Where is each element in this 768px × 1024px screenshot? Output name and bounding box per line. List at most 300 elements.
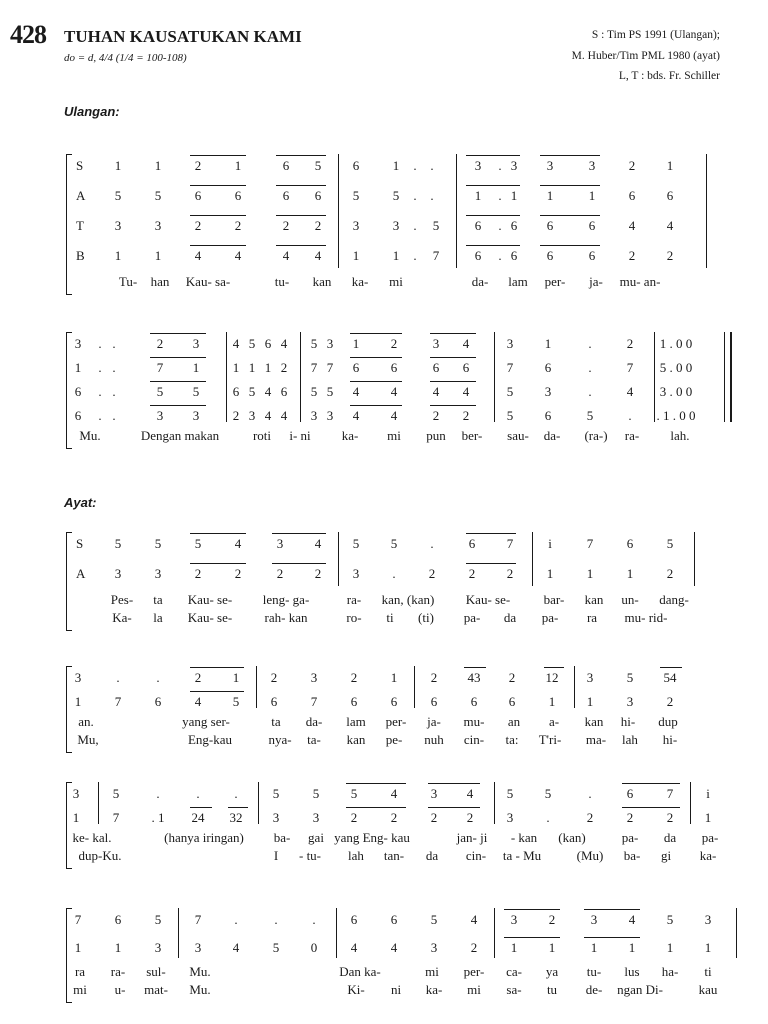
system-bracket-bottom [66, 868, 72, 869]
lyric-syllable: Mu, [77, 732, 99, 747]
lyric-syllable: ngan Di- [617, 982, 663, 997]
note-value: 2 [468, 566, 476, 581]
note-value: 1 [248, 360, 256, 375]
note-value: 5 [312, 786, 320, 801]
note-value: . [234, 786, 238, 801]
note-value: 4 [194, 248, 202, 263]
note-value: 6 [390, 912, 398, 927]
lyric-syllable: (kan) [558, 830, 586, 845]
note-value: 6 [626, 786, 634, 801]
note-value: 3 [74, 670, 82, 685]
note-value: 1 [510, 940, 518, 955]
note-value: 1 [74, 360, 82, 375]
lyric-syllable: jan- ji [456, 830, 488, 845]
note-value: 1 [548, 694, 556, 709]
note-value: . [98, 336, 102, 351]
voice-part-label: S [76, 536, 84, 551]
note-value: 5 [194, 536, 202, 551]
lyric-syllable: da [425, 848, 439, 863]
beam-line [276, 155, 326, 156]
lyric-syllable: da- [543, 428, 561, 443]
voice-part-label: S [76, 158, 84, 173]
system-bracket [66, 332, 67, 448]
note-value: . [430, 158, 434, 173]
note-value: 3 [430, 940, 438, 955]
beam-line [276, 185, 326, 186]
note-value: 3 [586, 670, 594, 685]
note-value: . [588, 384, 592, 399]
note-value: 5 [586, 408, 594, 423]
lyric-syllable: per- [463, 964, 485, 979]
lyric-syllable: tu- [274, 274, 290, 289]
beam-line [622, 783, 680, 784]
beam-line [190, 691, 244, 692]
lyric-syllable: Kau- se- [187, 610, 233, 625]
lyric-syllable: cin- [465, 848, 487, 863]
beam-line [350, 381, 402, 382]
credit-lyrics: L, T : bds. Fr. Schiller [618, 70, 720, 82]
lyric-syllable: da- [305, 714, 323, 729]
lyric-syllable: ba- [623, 848, 641, 863]
lyric-syllable: ka- [699, 848, 717, 863]
note-value: i [548, 536, 552, 551]
note-value: 3 [506, 810, 514, 825]
note-value: 1 [192, 360, 200, 375]
bar-line [98, 782, 99, 824]
lyric-syllable: Dengan makan [140, 428, 220, 443]
note-value: 1 [232, 360, 240, 375]
note-value: 3 [156, 408, 164, 423]
lyric-syllable: Pes- [110, 592, 134, 607]
note-value: 1 [546, 188, 554, 203]
note-value: 1 . 0 0 [659, 336, 693, 351]
note-value: 3 [588, 158, 596, 173]
note-value: 1 [704, 810, 712, 825]
note-value: 3 [510, 158, 518, 173]
bar-line [226, 332, 227, 422]
note-value: 6 [74, 408, 82, 423]
note-value: . [413, 158, 417, 173]
voice-part-label: T [76, 218, 84, 233]
note-value: 4 [234, 248, 242, 263]
note-value: 4 [352, 408, 360, 423]
lyric-syllable: T'ri- [538, 732, 562, 747]
system-bracket-bottom [66, 1002, 72, 1003]
note-value: 6 [474, 248, 482, 263]
note-value: 5 [352, 536, 360, 551]
note-value: . [112, 384, 116, 399]
note-value: 43 [467, 670, 481, 685]
lyric-syllable: lam [508, 274, 528, 289]
lyric-syllable: ti [386, 610, 394, 625]
lyric-syllable: da [503, 610, 517, 625]
note-value: . [112, 336, 116, 351]
note-value: 4 [264, 408, 272, 423]
beam-line [190, 533, 246, 534]
system-bracket-top [66, 908, 72, 909]
note-value: 2 [430, 670, 438, 685]
lyric-syllable: nuh [424, 732, 444, 747]
lyric-syllable: u- [114, 982, 126, 997]
note-value: 3 [626, 694, 634, 709]
system-bracket-top [66, 332, 72, 333]
note-value: 1 [264, 360, 272, 375]
system-bracket [66, 908, 67, 1002]
beam-line [190, 563, 246, 564]
lyric-syllable: ha- [661, 964, 679, 979]
note-value: i [706, 786, 710, 801]
lyric-syllable: sa- [506, 982, 522, 997]
lyric-syllable: mi [73, 982, 87, 997]
lyric-syllable: un- [621, 592, 639, 607]
note-value: 5 [666, 536, 674, 551]
lyric-syllable: mu- an- [619, 274, 661, 289]
note-value: 2 [666, 694, 674, 709]
note-value: 1 [234, 158, 242, 173]
beam-line [466, 533, 516, 534]
note-value: . [274, 912, 278, 927]
note-value: 5 [310, 336, 318, 351]
note-value: 1 [154, 248, 162, 263]
note-value: 3 [72, 786, 80, 801]
lyric-syllable: ke- kal. [72, 830, 112, 845]
note-value: 6 [474, 218, 482, 233]
note-value: 3 [430, 786, 438, 801]
beam-line [540, 185, 600, 186]
lyric-syllable: ma- [585, 732, 607, 747]
note-value: 0 [310, 940, 318, 955]
note-value: . [628, 408, 632, 423]
note-value: 5 [350, 786, 358, 801]
note-value: 3 [432, 336, 440, 351]
note-value: 4 [232, 940, 240, 955]
note-value: 5 [314, 158, 322, 173]
lyric-syllable: ka- [425, 982, 443, 997]
lyric-syllable: ber- [461, 428, 483, 443]
note-value: 2 [428, 566, 436, 581]
note-value: 1 [704, 940, 712, 955]
bar-line [532, 532, 533, 586]
note-value: 6 [508, 694, 516, 709]
note-value: 1 [590, 940, 598, 955]
note-value: 3 [154, 218, 162, 233]
lyric-syllable: bar- [543, 592, 565, 607]
note-value: 5 [430, 912, 438, 927]
note-value: 6 [390, 694, 398, 709]
lyric-syllable: sul- [146, 964, 166, 979]
lyric-syllable: tu [546, 982, 558, 997]
note-value: 4 [462, 384, 470, 399]
beam-line [428, 807, 480, 808]
note-value: 5 [392, 188, 400, 203]
note-value: 3 [248, 408, 256, 423]
voice-part-label: A [76, 188, 86, 203]
note-value: 4 [462, 336, 470, 351]
note-value: 2 [466, 810, 474, 825]
note-value: 6 [666, 188, 674, 203]
note-value: 5 [154, 536, 162, 551]
lyric-syllable: lah. [670, 428, 690, 443]
note-value: . [498, 218, 502, 233]
note-value: 3 [590, 912, 598, 927]
lyric-syllable: mi [425, 964, 439, 979]
note-value: 54 [663, 670, 677, 685]
lyric-syllable: ra [586, 610, 598, 625]
note-value: 1 [72, 810, 80, 825]
note-value: 6 [546, 218, 554, 233]
note-value: 6 [194, 188, 202, 203]
note-value: 6 [154, 694, 162, 709]
beam-line [430, 357, 476, 358]
note-value: 3 [544, 384, 552, 399]
lyric-syllable: Kau- se- [465, 592, 511, 607]
lyric-syllable: pun [426, 428, 446, 443]
note-value: 1 [586, 566, 594, 581]
lyric-syllable: mu- rid- [624, 610, 668, 625]
beam-line [466, 155, 520, 156]
lyric-syllable: la [153, 610, 163, 625]
note-value: 6 [588, 218, 596, 233]
note-value: . [234, 912, 238, 927]
note-value: 5 [390, 536, 398, 551]
lyric-syllable: mat- [144, 982, 168, 997]
note-value: 1 [114, 158, 122, 173]
note-value: 3 [506, 336, 514, 351]
lyric-syllable: rah- kan [264, 610, 308, 625]
note-value: 6 [350, 694, 358, 709]
note-value: 2 [548, 912, 556, 927]
note-value: 5 [192, 384, 200, 399]
note-value: . [156, 786, 160, 801]
beam-line [190, 215, 246, 216]
note-value: 6 [626, 536, 634, 551]
lyric-syllable: dang- [659, 592, 689, 607]
note-value: 4 [390, 408, 398, 423]
note-value: 5 [114, 188, 122, 203]
lyric-syllable: da [663, 830, 677, 845]
note-value: 2 [432, 408, 440, 423]
lyric-syllable: gi [660, 848, 672, 863]
lyric-syllable: pa- [621, 830, 639, 845]
beam-line [466, 215, 520, 216]
note-value: 6 [510, 248, 518, 263]
lyric-syllable: da- [471, 274, 489, 289]
note-value: 3 [510, 912, 518, 927]
beam-line [228, 807, 248, 808]
lyric-syllable: pe- [385, 732, 403, 747]
note-value: 4 [432, 384, 440, 399]
lyric-syllable: lus [624, 964, 640, 979]
note-value: 4 [280, 408, 288, 423]
lyric-syllable: roti [252, 428, 272, 443]
beam-line [276, 215, 326, 216]
note-value: 1 [588, 188, 596, 203]
beam-line [540, 155, 600, 156]
note-value: 4 [628, 218, 636, 233]
lyric-syllable: a- [548, 714, 560, 729]
note-value: 3 [114, 218, 122, 233]
note-value: . [156, 670, 160, 685]
note-value: 2 [194, 670, 202, 685]
lyric-syllable: ta- [307, 732, 321, 747]
lyric-syllable: dup-Ku. [78, 848, 122, 863]
lyric-syllable: (ra-) [584, 428, 608, 443]
lyric-syllable: pa- [463, 610, 481, 625]
note-value: 2 [628, 248, 636, 263]
note-value: 1 [548, 940, 556, 955]
note-value: 2 [390, 336, 398, 351]
final-bar-line [730, 332, 732, 422]
note-value: 5 [626, 670, 634, 685]
note-value: 1 [546, 566, 554, 581]
note-value: 2 [280, 360, 288, 375]
note-value: 6 [350, 912, 358, 927]
note-value: 5 [114, 536, 122, 551]
note-value: 12 [545, 670, 559, 685]
note-value: 3 . 0 0 [659, 384, 693, 399]
note-value: 1 [352, 248, 360, 263]
note-value: . [196, 786, 200, 801]
system-bracket-top [66, 154, 72, 155]
note-value: 1 [474, 188, 482, 203]
note-value: . [498, 188, 502, 203]
beam-line [584, 909, 640, 910]
note-value: 2 [628, 158, 636, 173]
lyric-syllable: dup [658, 714, 678, 729]
lyric-syllable: (Mu) [576, 848, 604, 863]
note-value: 6 [432, 360, 440, 375]
note-value: 2 [508, 670, 516, 685]
note-value: 7 [114, 694, 122, 709]
hymn-number: 428 [10, 20, 46, 49]
note-value: 3 [192, 408, 200, 423]
note-value: 6 [462, 360, 470, 375]
note-value: 6 [544, 360, 552, 375]
system-bracket [66, 154, 67, 294]
note-value: 5 [232, 694, 240, 709]
note-value: 4 [390, 384, 398, 399]
note-value: 6 [544, 408, 552, 423]
lyric-syllable: - kan [510, 830, 538, 845]
note-value: 7 [156, 360, 164, 375]
lyric-syllable: kan [312, 274, 332, 289]
lyric-syllable: per- [544, 274, 566, 289]
note-value: 6 [468, 536, 476, 551]
bar-line [494, 782, 495, 824]
lyric-syllable: an. [78, 714, 94, 729]
note-value: 5 [506, 408, 514, 423]
note-value: . [413, 188, 417, 203]
note-value: 5 [112, 786, 120, 801]
credit-melody: M. Huber/Tim PML 1980 (ayat) [571, 50, 720, 62]
note-value: 6 [282, 188, 290, 203]
beam-line [466, 185, 520, 186]
note-value: 4 [390, 786, 398, 801]
beam-line [466, 245, 520, 246]
lyric-syllable: ja- [427, 714, 441, 729]
note-value: 2 [666, 566, 674, 581]
lyric-syllable: ka- [351, 274, 369, 289]
note-value: 24 [191, 810, 205, 825]
lyric-syllable: ta - Mu [502, 848, 542, 863]
lyric-syllable: mu- [463, 714, 485, 729]
note-value: 2 [390, 810, 398, 825]
lyric-syllable: Kau- sa- [185, 274, 231, 289]
note-value: . [430, 536, 434, 551]
note-value: 5 [352, 188, 360, 203]
note-value: 6 [114, 912, 122, 927]
note-value: 3 [392, 218, 400, 233]
note-value: 2 [282, 218, 290, 233]
note-value: . [112, 360, 116, 375]
beam-line [350, 405, 402, 406]
lyric-syllable: ra- [624, 428, 640, 443]
section-label-ulangan: Ulangan: [64, 104, 120, 119]
lyric-syllable: lah [622, 732, 638, 747]
system-bracket [66, 666, 67, 752]
note-value: 5 [432, 218, 440, 233]
note-value: 4 [628, 912, 636, 927]
system-bracket [66, 782, 67, 868]
beam-line [350, 333, 402, 334]
beam-line [150, 357, 206, 358]
lyric-syllable: pa- [701, 830, 719, 845]
note-value: 4 [264, 384, 272, 399]
note-value: 3 [352, 566, 360, 581]
note-value: 2 [234, 218, 242, 233]
note-value: 2 [194, 218, 202, 233]
note-value: 7 [326, 360, 334, 375]
lyric-syllable: (ti) [418, 610, 434, 625]
note-value: . [98, 408, 102, 423]
note-value: 1 [390, 670, 398, 685]
lyric-syllable: ni [390, 982, 402, 997]
lyric-syllable: kan [584, 714, 604, 729]
lyric-syllable: kan [584, 592, 604, 607]
note-value: 5 [154, 912, 162, 927]
lyric-syllable: ca- [506, 964, 522, 979]
lyric-syllable: tan- [383, 848, 405, 863]
note-value: 1 [74, 940, 82, 955]
lyric-syllable: Ki- [347, 982, 365, 997]
lyric-syllable: Eng-kau [187, 732, 233, 747]
note-value: 6 [270, 694, 278, 709]
note-value: 3 [154, 566, 162, 581]
note-value: 5 [156, 384, 164, 399]
system-bracket-bottom [66, 448, 72, 449]
note-value: 3 [192, 336, 200, 351]
note-value: . [498, 248, 502, 263]
note-value: 3 [310, 670, 318, 685]
lyric-syllable: yang Eng- kau [334, 830, 410, 845]
note-value: 3 [310, 408, 318, 423]
note-value: 6 [234, 188, 242, 203]
beam-line [346, 807, 406, 808]
lyric-syllable: ti [704, 964, 712, 979]
note-value: . [588, 786, 592, 801]
note-value: 5 [326, 384, 334, 399]
note-value: . 1 . 0 0 [656, 408, 696, 423]
note-value: . [116, 670, 120, 685]
note-value: . [413, 218, 417, 233]
note-value: 1 [666, 940, 674, 955]
hymn-title: TUHAN KAUSATUKAN KAMI [64, 27, 302, 46]
note-value: 3 [704, 912, 712, 927]
note-value: 7 [310, 694, 318, 709]
bar-line [574, 666, 575, 708]
note-value: 3 [546, 158, 554, 173]
note-value: 5 [310, 384, 318, 399]
